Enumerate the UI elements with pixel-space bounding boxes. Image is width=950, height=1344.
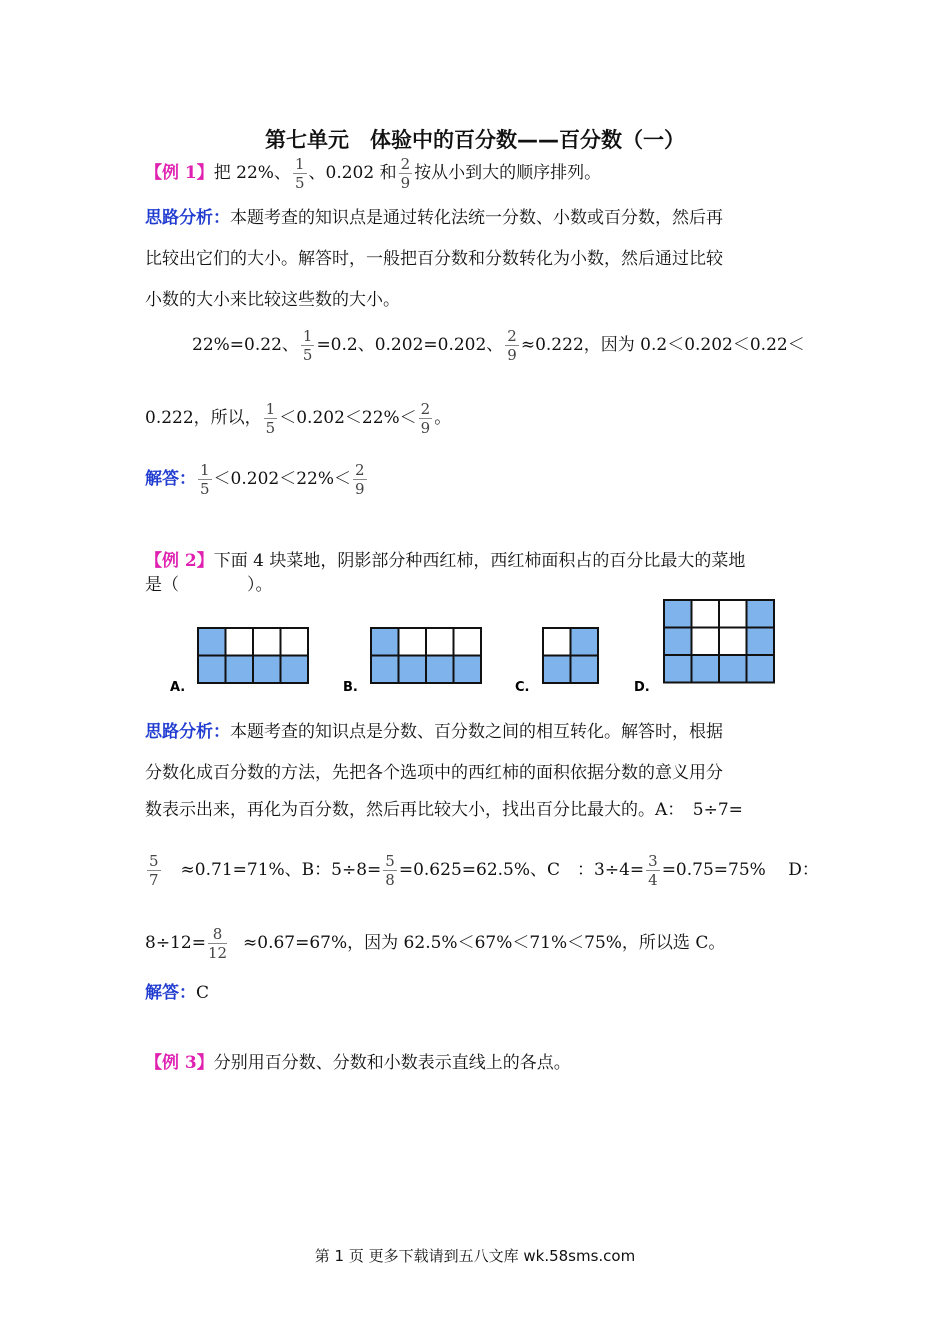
option-a-label: A. bbox=[170, 680, 186, 695]
plot-a bbox=[198, 628, 308, 683]
fraction-2-9: $\frac{2}{9}$ bbox=[355, 461, 365, 498]
ex2-calc-line2: 8÷12= $\frac{8}{12}$ ≈0.67=67%，因为 62.5%＜67%＜71%＜75%，所以选 C。 bbox=[145, 925, 726, 962]
empty-cell bbox=[281, 628, 309, 656]
shaded-cell bbox=[664, 655, 692, 683]
fraction-3-4: $\frac{3}{4}$ bbox=[648, 852, 658, 889]
vegetable-plots-figure bbox=[160, 596, 810, 696]
empty-cell bbox=[719, 600, 747, 628]
ex1-question bbox=[145, 155, 601, 192]
fraction-5-8: $\frac{5}{8}$ bbox=[385, 852, 395, 889]
ex1-analysis-line1: 思路分析：本题考查的知识点是通过转化法统一分数、小数或百分数，然后再 bbox=[145, 208, 723, 228]
ex2-answer: 解答：C bbox=[145, 983, 210, 1003]
shaded-cell bbox=[664, 600, 692, 628]
empty-cell bbox=[543, 628, 571, 656]
empty-cell bbox=[692, 600, 720, 628]
shaded-cell bbox=[399, 656, 427, 684]
shaded-cell bbox=[198, 628, 226, 656]
shaded-cell bbox=[198, 656, 226, 684]
ex1-analysis-line3: 小数的大小来比较这些数的大小。 bbox=[145, 290, 400, 310]
shaded-cell bbox=[543, 656, 571, 684]
shaded-cell bbox=[692, 655, 720, 683]
ex2-question-line1: 【例 2】下面 4 块菜地，阴影部分种西红柿，西红柿面积占的百分比最大的菜地 bbox=[145, 551, 746, 571]
shaded-cell bbox=[571, 628, 599, 656]
plot-b bbox=[371, 628, 481, 683]
ex1-tag: 【例 1】 bbox=[145, 163, 214, 183]
ex1-analysis-label: 思路分析： bbox=[145, 208, 230, 228]
shaded-cell bbox=[664, 628, 692, 656]
shaded-cell bbox=[719, 655, 747, 683]
page-footer: 第 1 页 更多下载请到五八文库 wk.58sms.com bbox=[314, 1247, 636, 1265]
ex2-answer-label: 解答： bbox=[145, 983, 196, 1003]
empty-cell bbox=[719, 628, 747, 656]
ex1-calc-line2: 0.222，所以， $\frac{1}{5}$ ＜0.202＜22%＜ $\frac{2}{9}$ 。 bbox=[145, 400, 452, 437]
ex1-q-c: 按从小到大的顺序排列。 bbox=[414, 163, 602, 183]
shaded-cell bbox=[253, 656, 281, 684]
empty-cell bbox=[426, 628, 454, 656]
empty-cell bbox=[399, 628, 427, 656]
ex1-answer-label: 解答： bbox=[145, 469, 196, 489]
fraction-1-5: $\frac{1}{5}$ bbox=[294, 155, 305, 192]
ex1-q-b: 、0.202 和 bbox=[308, 163, 397, 183]
shaded-cell bbox=[281, 656, 309, 684]
page-title: 第七单元 体验中的百分数——百分数（一） bbox=[265, 128, 685, 152]
ex2-analysis-line2: 分数化成百分数的方法，先把各个选项中的西红柿的面积依据分数的意义用分 bbox=[145, 763, 723, 783]
fraction-1-5: $\frac{1}{5}$ bbox=[265, 400, 276, 437]
fraction-2-9: $\frac{2}{9}$ bbox=[507, 327, 517, 364]
ex3-question: 【例 3】分别用百分数、分数和小数表示直线上的各点。 bbox=[145, 1053, 571, 1073]
ex2-tag: 【例 2】 bbox=[145, 551, 214, 571]
shaded-cell bbox=[571, 656, 599, 684]
option-b-label: B. bbox=[343, 680, 358, 695]
fraction-5-7: $\frac{5}{7}$ bbox=[149, 852, 159, 889]
plot-c bbox=[543, 628, 598, 683]
ex2-analysis-line1: 思路分析：本题考查的知识点是分数、百分数之间的相互转化。解答时，根据 bbox=[145, 722, 723, 742]
fraction-2-9: $\frac{2}{9}$ bbox=[400, 155, 411, 192]
ex1-analysis-line2: 比较出它们的大小。解答时，一般把百分数和分数转化为小数，然后通过比较 bbox=[145, 249, 723, 269]
shaded-cell bbox=[426, 656, 454, 684]
empty-cell bbox=[226, 628, 254, 656]
ex2-calc-line1: $\frac{5}{7}$ ≈0.71=71%、B：5÷8= $\frac{5}{8}$ =0.625=62.5%、C ：3÷4= $\frac{3}{4}$ =0.75=75% D： bbox=[149, 852, 819, 889]
fraction-1-5: $\frac{1}{5}$ bbox=[200, 461, 210, 498]
shaded-cell bbox=[747, 628, 775, 656]
plot-d bbox=[664, 600, 774, 683]
fraction-1-5: $\frac{1}{5}$ bbox=[302, 327, 313, 364]
ex3-tag: 【例 3】 bbox=[145, 1053, 214, 1073]
shaded-cell bbox=[747, 655, 775, 683]
ex2-question-line2: 是（ ）。 bbox=[145, 575, 273, 595]
shaded-cell bbox=[371, 656, 399, 684]
ex2-analysis-label: 思路分析： bbox=[145, 722, 230, 742]
ex1-q-a: 把 22%、 bbox=[213, 163, 291, 183]
option-c-label: C. bbox=[515, 680, 530, 695]
fraction-2-9: $\frac{2}{9}$ bbox=[420, 400, 431, 437]
shaded-cell bbox=[454, 656, 482, 684]
ex2-analysis-line3: 数表示出来，再化为百分数，然后再比较大小，找出百分比最大的。A： 5÷7= bbox=[145, 800, 743, 820]
empty-cell bbox=[454, 628, 482, 656]
fraction-8-12: $\frac{8}{12}$ bbox=[207, 925, 228, 962]
shaded-cell bbox=[226, 656, 254, 684]
shaded-cell bbox=[371, 628, 399, 656]
empty-cell bbox=[692, 628, 720, 656]
ex1-answer: 解答： $\frac{1}{5}$ ＜0.202＜22%＜ $\frac{2}{9}$ bbox=[145, 461, 365, 498]
empty-cell bbox=[253, 628, 281, 656]
ex1-calc-line1: 22%=0.22、 $\frac{1}{5}$ =0.2、0.202=0.202、 $\frac{2}{9}$ ≈0.222，因为 0.2＜0.202＜0.22＜ bbox=[192, 327, 805, 364]
option-d-label: D. bbox=[634, 680, 650, 695]
shaded-cell bbox=[747, 600, 775, 628]
